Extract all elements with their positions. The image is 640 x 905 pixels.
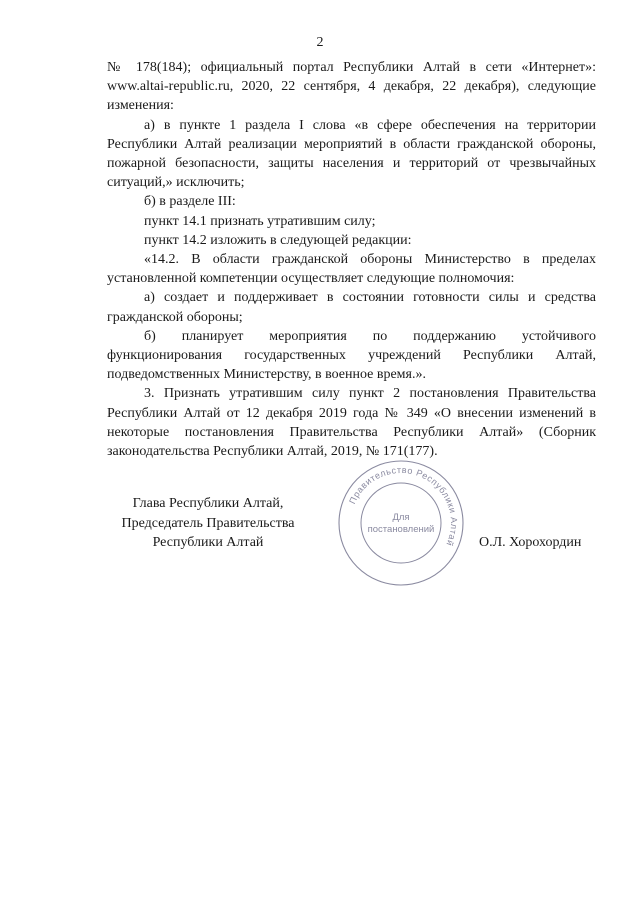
signatory-title-line-1: Глава Республики Алтай, — [132, 496, 284, 511]
paragraph-5: пункт 14.2 изложить в следующей редакции: — [144, 232, 412, 248]
paragraph-6: «14.2. В области гражданской обороны Министерство в пределах установленной компетенции осуществляет следующие полномочия: — [107, 252, 596, 287]
stamp-center-line-1: Для — [392, 512, 410, 523]
signatory-title-line-3: Республики Алтай — [152, 535, 264, 550]
signatory-title — [108, 494, 308, 553]
stamp-outer-ring — [339, 461, 463, 585]
paragraph-8: б) планирует мероприятия по поддержанию устойчивого функционирования государственных учреждений Республики Алтай, подведомственных Министерству, в военное время.». — [107, 328, 596, 383]
paragraph-3: б) в разделе III: — [144, 194, 236, 210]
stamp-inner-ring — [361, 483, 441, 563]
stamp-center-line-2: постановлений — [367, 524, 435, 535]
page-number: 2 — [316, 35, 324, 50]
document-body — [107, 58, 596, 461]
paragraph-9: 3. Признать утратившим силу пункт 2 постановления Правительства Республики Алтай от 12 декабря 2019 года № 349 «О внесении изменений в некоторые постановления Правительства Республики Алтай» (Сборник законодательства Республики Алтай, 2019, № 171(177). — [107, 386, 596, 460]
signatory-name: О.Л. Хорохордин — [479, 535, 582, 550]
official-stamp — [336, 458, 466, 588]
signatory-title-line-2: Председатель Правительства — [121, 515, 295, 531]
paragraph-2: а) в пункте 1 раздела I слова «в сфере обеспечения на территории Республики Алтай реализации мероприятий в области гражданской обороны, пожарной безопасности, защиты населения и территорий от чрезвычайных ситуаций,» исключить; — [107, 117, 596, 191]
stamp-ring-textpath: Правительство Республики Алтай — [347, 464, 460, 548]
paragraph-7: а) создает и поддерживает в состоянии готовности силы и средства гражданской обороны; — [107, 290, 596, 325]
paragraph-1: № 178(184); официальный портал Республики Алтай в сети «Интернет»: www.altai-republic.ru, 2020, 22 сентября, 4 декабря, 22 декабря), следующие изменения: — [107, 60, 596, 114]
paragraph-4: пункт 14.1 признать утратившим силу; — [144, 213, 376, 229]
